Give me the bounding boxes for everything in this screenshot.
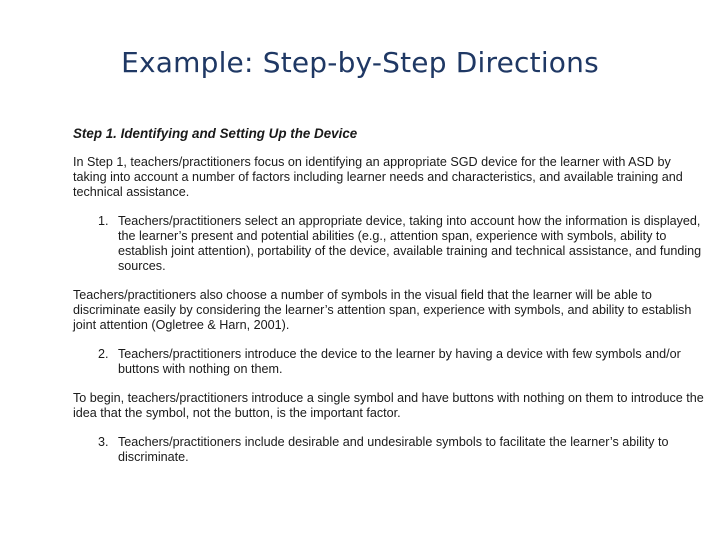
item-text: Teachers/practitioners include desirable and undesirable symbols to facilitate the learner’s ability to discriminate. <box>118 435 669 464</box>
numbered-item-1 <box>98 214 705 274</box>
step-heading: Step 1. Identifying and Setting Up the Device <box>73 126 358 141</box>
item-text: Teachers/practitioners select an appropriate device, taking into account how the information is displayed, the learner’s present and potential abilities (e.g., attention span, experience with symbols, ability to establish joint attention), portability of the device, available training and technical assistance, and funding sources. <box>118 214 702 273</box>
begin-paragraph: To begin, teachers/practitioners introduce a single symbol and have buttons with nothing on them to introduce the idea that the symbol, not the button, is the important factor. <box>73 391 704 420</box>
item-number: 3. <box>98 435 109 449</box>
item-number: 1. <box>98 214 109 228</box>
intro-paragraph: In Step 1, teachers/practitioners focus on identifying an appropriate SGD device for the learner with ASD by taking into account a number of factors including learner needs and characteristics, and available training and technical assistance. <box>73 155 683 199</box>
numbered-item-3 <box>98 435 705 465</box>
item-text: Teachers/practitioners introduce the device to the learner by having a device with few symbols and/or buttons with nothing on them. <box>118 347 681 376</box>
item-number: 2. <box>98 347 109 361</box>
numbered-item-2 <box>98 347 705 377</box>
slide-title: Example: Step-by-Step Directions <box>121 46 599 79</box>
symbols-paragraph: Teachers/practitioners also choose a number of symbols in the visual field that the learner will be able to discriminate easily by considering the learner’s attention span, experience with symbols, and ability to establish joint attention (Ogletree & Harn, 2001). <box>73 288 692 332</box>
document-excerpt <box>73 126 705 479</box>
